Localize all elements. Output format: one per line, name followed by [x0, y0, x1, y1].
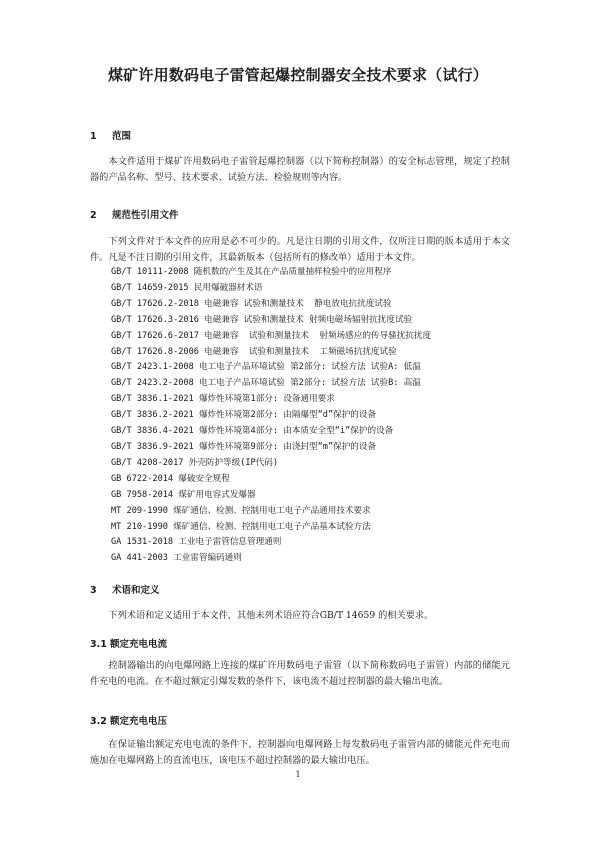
- rated-current-paragraph: 控制器输出的向电爆网路上连接的煤矿许用数码电子雷管（以下简称数码电子雷管）内部的储能元件充电的电流。在不超过额定引爆发数的条件下，该电流不超过控制器的最大输出电流。: [90, 660, 510, 687]
- reference-item: GA 441-2003 工业雷管编码通则: [111, 553, 242, 564]
- section-number: 3.2: [90, 716, 107, 727]
- section-title: 额定充电电流: [110, 639, 168, 650]
- section-title: 范围: [112, 131, 132, 142]
- scope-paragraph: 本文件适用于煤矿许用数码电子雷管起爆控制器（以下简称控制器）的安全标志管理，规定了控制器的产品名称、型号、技术要求、试验方法、检验规则等内容。: [90, 156, 510, 183]
- reference-item: MT 210-1990 煤矿通信、检测、控制用电工电子产品基本试验方法: [111, 521, 371, 532]
- reference-item: GB/T 3836.4-2021 爆炸性环境第4部分: 由本质安全型“i”保护的设备: [111, 426, 394, 437]
- reference-item: GB/T 14659-2015 民用爆破器材术语: [111, 282, 263, 293]
- reference-item: GB/T 2423.2-2008 电工电子产品环境试验 第2部分: 试验方法 试验B: 高温: [111, 378, 421, 389]
- terms-paragraph: 下列术语和定义适用于本文件，其他未列术语应符合GB/T 14659 的相关要求。: [108, 610, 434, 621]
- reference-item: GB 7958-2014 煤矿用电容式发爆器: [111, 489, 256, 500]
- reference-item: GA 1531-2018 工业电子雷管信息管理通则: [111, 537, 282, 548]
- section-number: 3: [90, 585, 97, 596]
- subsection-heading-rated-current: [90, 636, 167, 650]
- reference-item: GB/T 3836.9-2021 爆炸性环境第9部分: 由浇封型“m”保护的设备: [111, 441, 377, 452]
- section-number: 2: [90, 210, 97, 221]
- section-title: 规范性引用文件: [112, 210, 179, 221]
- section-heading-terms: [90, 582, 160, 596]
- section-number: 1: [90, 131, 97, 142]
- reference-item: GB 6722-2014 爆破安全规程: [111, 473, 230, 484]
- section-heading-normative-refs: [90, 207, 179, 221]
- document-title: 煤矿许用数码电子雷管起爆控制器安全技术要求（试行）: [107, 66, 488, 84]
- reference-item: GB/T 17626.3-2016 电磁兼容 试验和测量技术 射频电磁场辐射抗扰度试验: [111, 314, 413, 325]
- subsection-heading-rated-voltage: [90, 713, 167, 727]
- reference-item: GB/T 3836.1-2021 爆炸性环境第1部分: 设备通用要求: [111, 394, 335, 405]
- rated-voltage-paragraph: 在保证输出额定充电电流的条件下，控制器向电爆网路上每发数码电子雷管内部的储能元件充电而施加在电爆网路上的直流电压，该电压不超过控制器的最大输出电压。: [90, 739, 510, 766]
- reference-item: GB/T 17626.6-2017 电磁兼容 试验和测量技术 射频场感应的传导骚扰抗扰度: [111, 330, 432, 341]
- normative-refs-paragraph: 下列文件对于本文件的应用是必不可少的。凡是注日期的引用文件，仅所注日期的版本适用于本文件。凡是不注日期的引用文件，其最新版本（包括所有的修改单）适用于本文件。: [90, 236, 510, 263]
- reference-item: GB/T 17626.8-2006 电磁兼容 试验和测量技术 工频磁场抗扰度试验: [111, 346, 397, 357]
- reference-item: GB/T 10111-2008 随机数的产生及其在产品质量抽样检验中的应用程序: [111, 267, 392, 277]
- section-heading-scope: [90, 128, 131, 142]
- reference-list: [111, 265, 431, 567]
- reference-item: GB/T 2423.1-2008 电工电子产品环境试验 第2部分: 试验方法 试验A: 低温: [111, 362, 421, 373]
- reference-item: MT 209-1990 煤矿通信、检测、控制用电工电子产品通用技术要求: [111, 505, 371, 516]
- section-title: 术语和定义: [112, 585, 160, 596]
- reference-item: GB/T 4208-2017 外壳防护等级(IP代码): [111, 457, 279, 468]
- reference-item: GB/T 3836.2-2021 爆炸性环境第2部分: 由隔爆型“d”保护的设备: [111, 410, 377, 421]
- section-title: 额定充电电压: [110, 716, 168, 727]
- section-number: 3.1: [90, 639, 107, 650]
- reference-item: GB/T 17626.2-2018 电磁兼容 试验和测量技术 静电放电抗扰度试验: [111, 298, 392, 309]
- page-number: 1: [295, 770, 301, 779]
